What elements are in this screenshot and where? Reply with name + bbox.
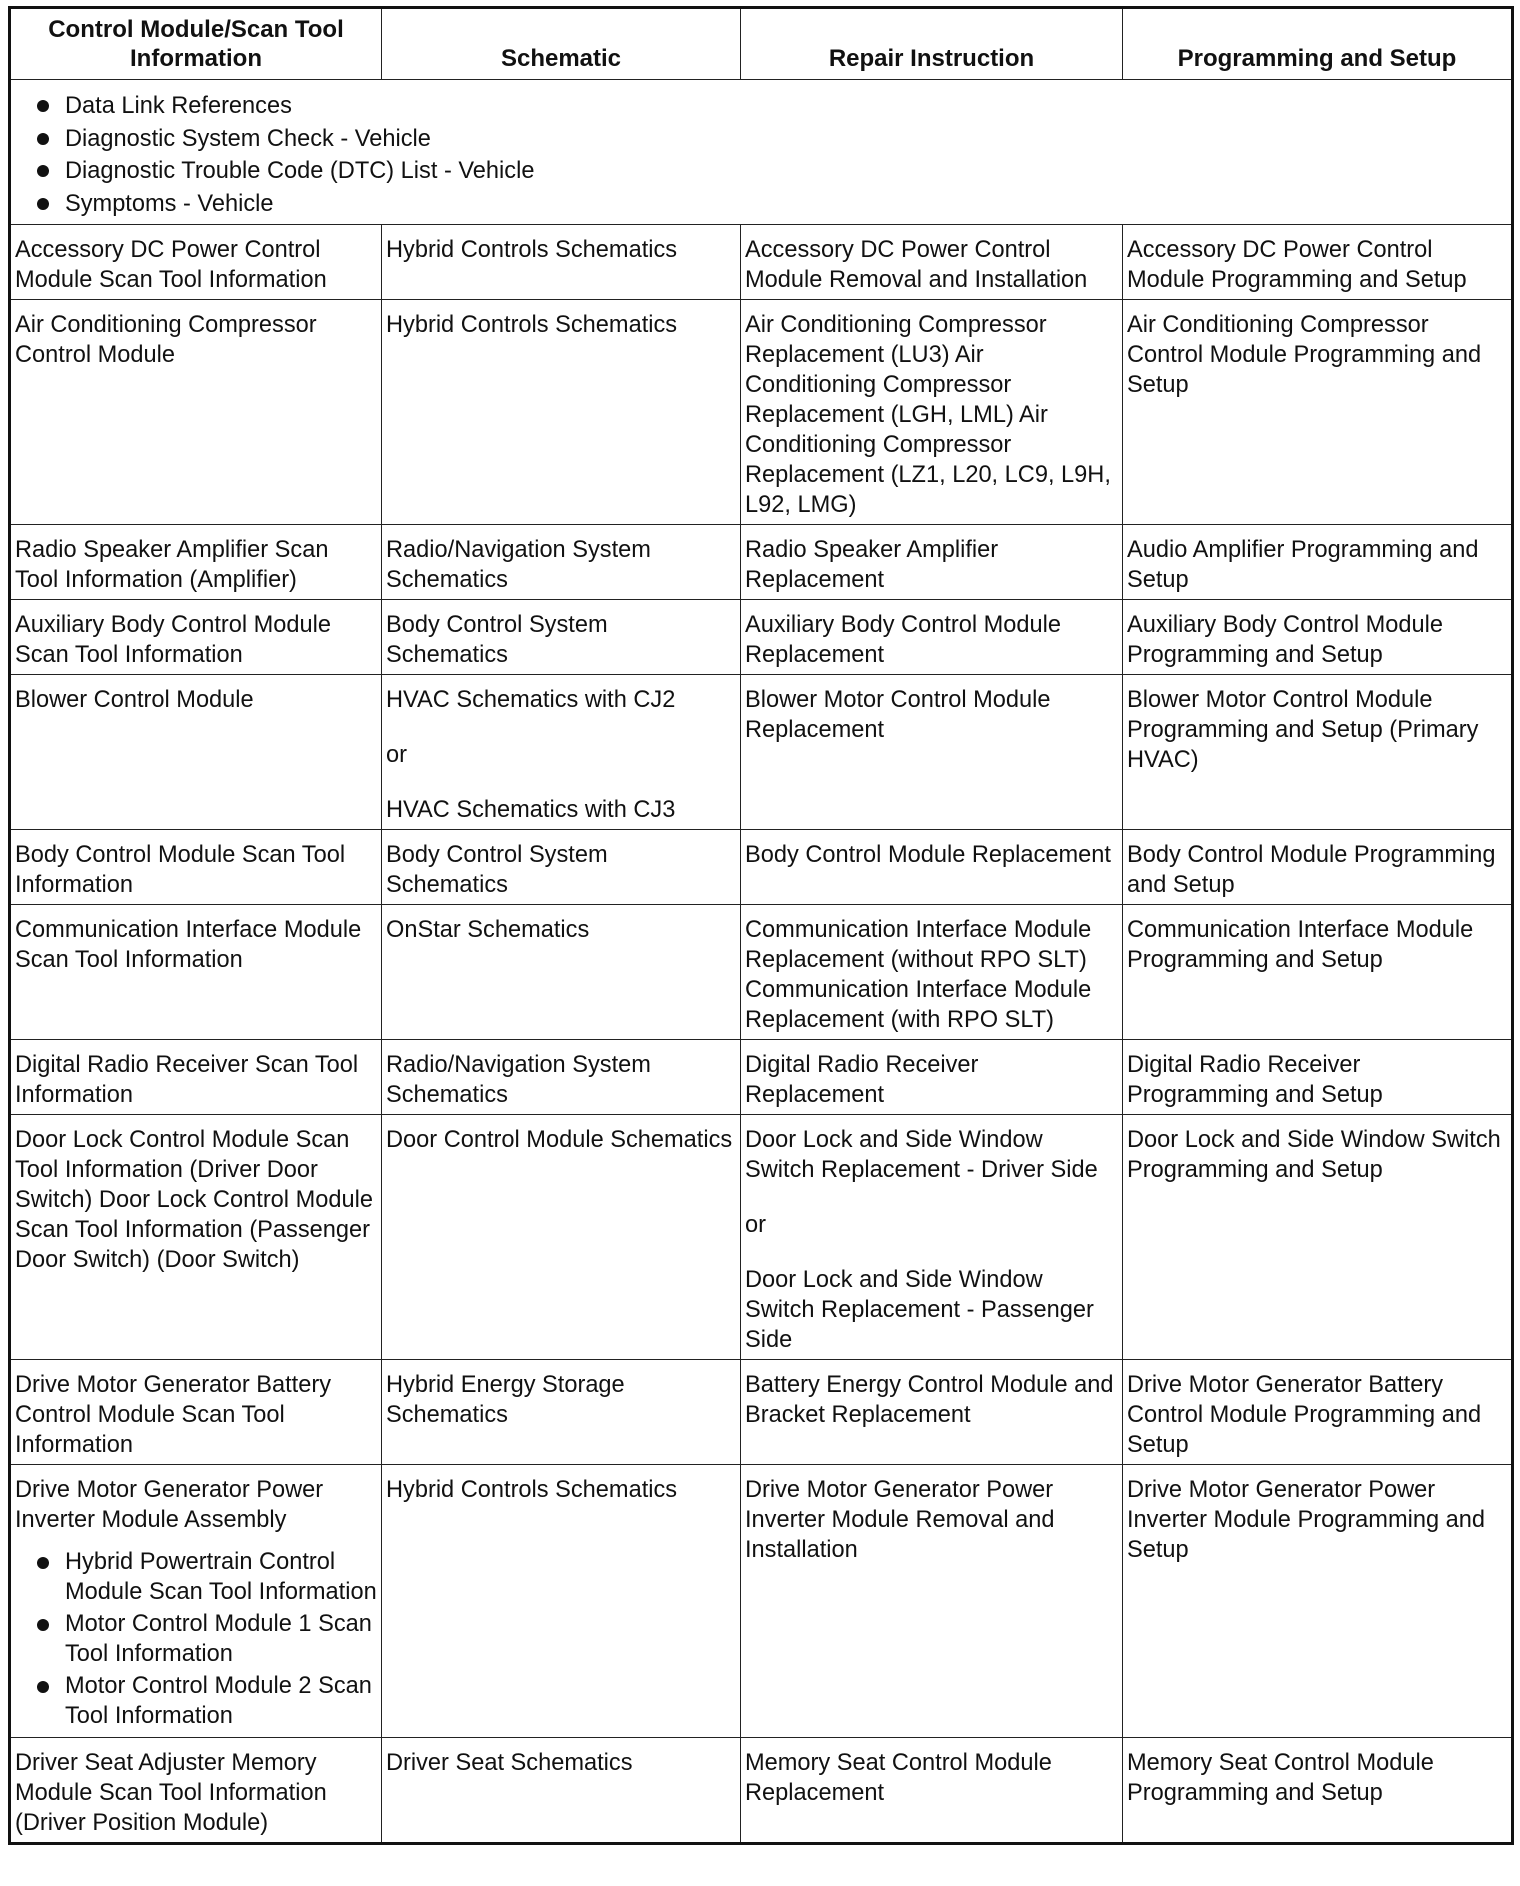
repair-cell: [741, 1115, 1123, 1360]
header-programming: Programming and Setup: [1123, 8, 1513, 80]
module-cell: Body Control Module Scan Tool Information: [10, 830, 382, 905]
table-row: [10, 830, 1513, 905]
spacer: [386, 770, 736, 795]
module-cell: Radio Speaker Amplifier Scan Tool Information (Amplifier): [10, 525, 382, 600]
header-row: [10, 8, 1513, 80]
table-row: [10, 600, 1513, 675]
programming-cell: Accessory DC Power Control Module Programming and Setup: [1123, 225, 1513, 300]
repair-cell: Air Conditioning Compressor Replacement (LU3) Air Conditioning Compressor Replacement (LGH, LML) Air Conditioning Compressor Replacement (LZ1, L20, LC9, L9H, L92, LMG): [741, 300, 1123, 525]
repair-cell: Digital Radio Receiver Replacement: [741, 1040, 1123, 1115]
or-separator: or: [386, 742, 407, 768]
repair-option: Communication Interface Module Replacement (without RPO SLT): [745, 917, 1092, 973]
intro-item: Diagnostic Trouble Code (DTC) List - Vehicle: [15, 155, 1507, 188]
table-row: [10, 905, 1513, 1040]
module-cell: Door Lock Control Module Scan Tool Information (Driver Door Switch) Door Lock Control Module Scan Tool Information (Passenger Door Switch) (Door Switch): [10, 1115, 382, 1360]
repair-cell: Body Control Module Replacement: [741, 830, 1123, 905]
repair-option: Door Lock and Side Window Switch Replacement - Driver Side: [745, 1127, 1098, 1183]
repair-option: Door Lock and Side Window Switch Replacement - Passenger Side: [745, 1267, 1094, 1353]
module-sublist: [15, 1547, 377, 1731]
table-row: [10, 1360, 1513, 1465]
programming-cell: Air Conditioning Compressor Control Module Programming and Setup: [1123, 300, 1513, 525]
programming-cell: Digital Radio Receiver Programming and Setup: [1123, 1040, 1513, 1115]
spacer: [745, 1240, 1118, 1265]
module-title: Drive Motor Generator Power Inverter Module Assembly: [15, 1477, 324, 1533]
programming-cell: Auxiliary Body Control Module Programming and Setup: [1123, 600, 1513, 675]
table-row: [10, 1115, 1513, 1360]
repair-cell: Battery Energy Control Module and Bracket Replacement: [741, 1360, 1123, 1465]
table-row: [10, 225, 1513, 300]
module-cell: Driver Seat Adjuster Memory Module Scan Tool Information (Driver Position Module): [10, 1738, 382, 1844]
table-row: [10, 675, 1513, 830]
programming-cell: Drive Motor Generator Power Inverter Module Programming and Setup: [1123, 1465, 1513, 1738]
repair-cell: Auxiliary Body Control Module Replacement: [741, 600, 1123, 675]
spacer: [745, 1185, 1118, 1210]
programming-cell: Body Control Module Programming and Setup: [1123, 830, 1513, 905]
or-separator: or: [745, 1212, 766, 1238]
schematic-cell: Body Control System Schematics: [382, 830, 741, 905]
schematic-cell: Radio/Navigation System Schematics: [382, 525, 741, 600]
module-reference-table: [8, 6, 1514, 1845]
schematic-cell: Radio/Navigation System Schematics: [382, 1040, 741, 1115]
module-cell: [10, 1465, 382, 1738]
programming-cell: Communication Interface Module Programming and Setup: [1123, 905, 1513, 1040]
programming-cell: Audio Amplifier Programming and Setup: [1123, 525, 1513, 600]
schematic-cell: Door Control Module Schematics: [382, 1115, 741, 1360]
module-cell: Air Conditioning Compressor Control Module: [10, 300, 382, 525]
schematic-cell: Driver Seat Schematics: [382, 1738, 741, 1844]
repair-option: Communication Interface Module Replacement (with RPO SLT): [745, 977, 1092, 1033]
repair-cell: Radio Speaker Amplifier Replacement: [741, 525, 1123, 600]
module-cell: Communication Interface Module Scan Tool Information: [10, 905, 382, 1040]
module-subitem: Hybrid Powertrain Control Module Scan Tool Information: [15, 1547, 377, 1607]
intro-cell: [10, 80, 1513, 225]
programming-cell: Drive Motor Generator Battery Control Module Programming and Setup: [1123, 1360, 1513, 1465]
header-schematic: Schematic: [382, 8, 741, 80]
schematic-cell: Hybrid Controls Schematics: [382, 225, 741, 300]
repair-cell: Blower Motor Control Module Replacement: [741, 675, 1123, 830]
table-row: [10, 1465, 1513, 1738]
repair-cell: Accessory DC Power Control Module Removal and Installation: [741, 225, 1123, 300]
header-repair: Repair Instruction: [741, 8, 1123, 80]
intro-list: [15, 90, 1507, 220]
repair-cell: Drive Motor Generator Power Inverter Module Removal and Installation: [741, 1465, 1123, 1738]
module-cell: Blower Control Module: [10, 675, 382, 830]
module-cell: Auxiliary Body Control Module Scan Tool Information: [10, 600, 382, 675]
header-module: Control Module/Scan Tool Information: [10, 8, 382, 80]
programming-cell: Memory Seat Control Module Programming and Setup: [1123, 1738, 1513, 1844]
module-subitem: Motor Control Module 2 Scan Tool Information: [15, 1671, 377, 1731]
table-row: [10, 1738, 1513, 1844]
schematic-cell: Hybrid Energy Storage Schematics: [382, 1360, 741, 1465]
intro-row: [10, 80, 1513, 225]
schematic-cell: [382, 675, 741, 830]
schematic-cell: OnStar Schematics: [382, 905, 741, 1040]
intro-item: Data Link References: [15, 90, 1507, 123]
spacer: [386, 715, 736, 740]
module-cell: Accessory DC Power Control Module Scan Tool Information: [10, 225, 382, 300]
table-row: [10, 300, 1513, 525]
module-subitem: Motor Control Module 1 Scan Tool Information: [15, 1609, 377, 1669]
module-cell: Drive Motor Generator Battery Control Module Scan Tool Information: [10, 1360, 382, 1465]
schematic-cell: Body Control System Schematics: [382, 600, 741, 675]
reference-table-sheet: [8, 6, 1511, 1845]
schematic-option: HVAC Schematics with CJ3: [386, 797, 676, 823]
module-cell: Digital Radio Receiver Scan Tool Information: [10, 1040, 382, 1115]
schematic-option: HVAC Schematics with CJ2: [386, 687, 676, 713]
intro-item: Symptoms - Vehicle: [15, 188, 1507, 221]
repair-cell: [741, 905, 1123, 1040]
intro-item: Diagnostic System Check - Vehicle: [15, 123, 1507, 156]
programming-cell: Blower Motor Control Module Programming and Setup (Primary HVAC): [1123, 675, 1513, 830]
programming-cell: Door Lock and Side Window Switch Programming and Setup: [1123, 1115, 1513, 1360]
schematic-cell: Hybrid Controls Schematics: [382, 1465, 741, 1738]
table-row: [10, 1040, 1513, 1115]
repair-cell: Memory Seat Control Module Replacement: [741, 1738, 1123, 1844]
table-row: [10, 525, 1513, 600]
schematic-cell: Hybrid Controls Schematics: [382, 300, 741, 525]
